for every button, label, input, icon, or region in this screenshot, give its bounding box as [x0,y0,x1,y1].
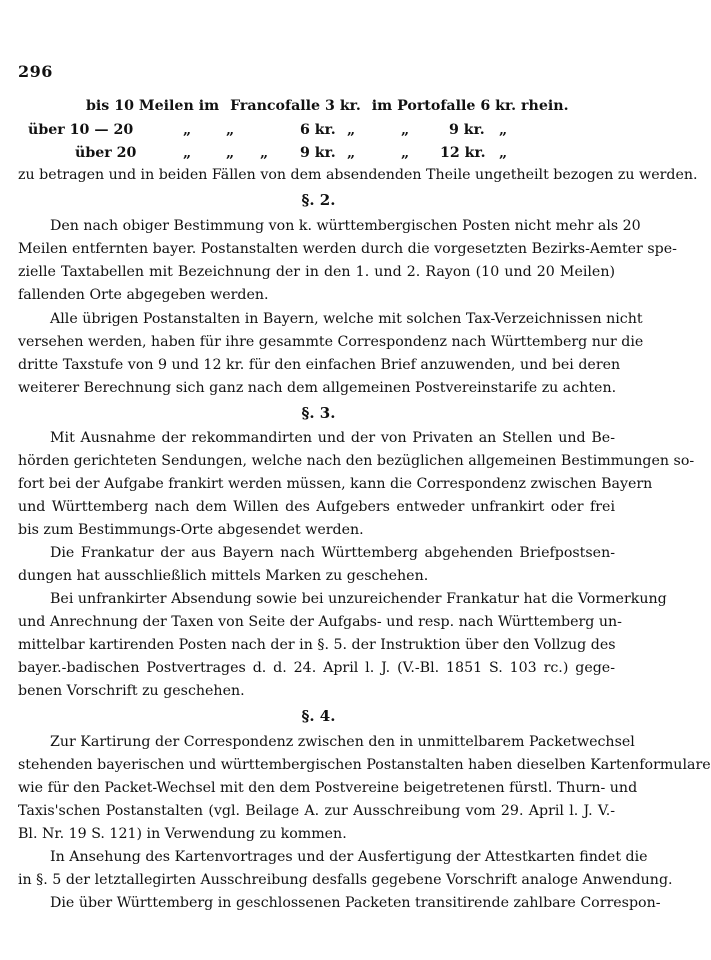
text-line: Die Frankatur der aus Bayern nach Württemberg abgehenden Briefpostsen- [50,545,615,561]
text-line: bayer.-badischen Postvertrages d. d. 24. April l. J. (V.-Bl. 1851 S. 103 rc.) gege- [18,660,615,676]
rate-row-3-label: über 20 [75,145,137,161]
page-number: 296 [18,62,53,81]
ditto-mark: „ [260,145,269,161]
ditto-mark: „ [226,145,235,161]
text-line: versehen werden, haben für ihre gesammte Correspondenz nach Württemberg nur die [18,334,644,350]
rate-row-2-porto: 9 kr. [449,122,485,138]
ditto-mark: „ [401,145,410,161]
text-line: wie für den Packet-Wechsel mit den dem Postvereine beigetretenen fürstl. Thurn- und [18,780,638,796]
text-line: In Ansehung des Kartenvortrages und der Ausfertigung der Attestkarten findet die [50,849,648,865]
ditto-mark: „ [183,122,192,138]
section-heading: §. 4. [301,707,336,725]
ditto-mark: „ [499,122,508,138]
rate-row-1 [86,97,569,115]
text-line: Bl. Nr. 19 S. 121) in Verwendung zu kommen. [18,826,347,842]
text-line: fort bei der Aufgabe frankirt werden müssen, kann die Correspondenz zwischen Bayern [18,476,653,492]
text-line: mittelbar kartirenden Posten nach der in §. 5. der Instruktion über den Vollzug des [18,637,616,653]
text-line: zu betragen und in beiden Fällen von dem absendenden Theile ungetheilt bezogen zu werden. [18,167,698,183]
ditto-mark: „ [226,122,235,138]
text-line: Alle übrigen Postanstalten in Bayern, welche mit solchen Tax-Verzeichnissen nicht [50,311,643,327]
text-line: Den nach obiger Bestimmung von k. württembergischen Posten nicht mehr als 20 [50,218,641,234]
text-line: Die über Württemberg in geschlossenen Packeten transitirende zahlbare Correspon- [50,895,661,911]
rate-row-1-porto: im Portofalle 6 kr. rhein. [371,98,569,114]
section-heading: §. 2. [301,191,336,209]
rate-row-2-franco: 6 kr. [300,122,336,138]
text-line: zielle Taxtabellen mit Bezeichnung der in den 1. und 2. Rayon (10 und 20 Meilen) [18,264,615,280]
ditto-mark: „ [347,122,356,138]
ditto-mark: „ [401,122,410,138]
text-line: fallenden Orte abgegeben werden. [18,287,269,303]
text-line: weiterer Berechnung sich ganz nach dem allgemeinen Postvereinstarife zu achten. [18,380,617,396]
text-line: in §. 5 der letztallegirten Ausschreibung desfalls gegebene Vorschrift analoge Anwendung. [18,872,673,888]
rate-row-2-label: über 10 — 20 [28,122,134,138]
ditto-mark: „ [347,145,356,161]
text-line: dritte Taxstufe von 9 und 12 kr. für den einfachen Brief anzuwenden, und bei deren [18,357,621,373]
text-line: benen Vorschrift zu geschehen. [18,683,245,699]
text-line: Zur Kartirung der Correspondenz zwischen den in unmittelbarem Packetwechsel [50,734,635,750]
text-line: bis zum Bestimmungs-Orte abgesendet werden. [18,522,364,538]
ditto-mark: „ [499,145,508,161]
text-line: hörden gerichteten Sendungen, welche nach den bezüglichen allgemeinen Bestimmungen so- [18,453,695,469]
rate-row-3-franco: 9 kr. [300,145,336,161]
text-line: Meilen entfernten bayer. Postanstalten werden durch die vorgesetzten Bezirks-Aemter spe- [18,241,677,257]
text-line: stehenden bayerischen und württembergischen Postanstalten haben dieselben Kartenformulare [18,757,711,773]
rate-row-1-franco: Francofalle 3 kr. [230,98,361,114]
text-line: dungen hat ausschließlich mittels Marken zu geschehen. [18,568,429,584]
text-line: und Anrechnung der Taxen von Seite der Aufgabs- und resp. nach Württemberg un- [18,614,622,630]
rate-row-1-label: bis 10 Meilen im [86,98,220,114]
rate-row-3-porto: 12 kr. [440,145,486,161]
section-heading: §. 3. [301,404,336,422]
ditto-mark: „ [183,145,192,161]
text-line: Mit Ausnahme der rekommandirten und der von Privaten an Stellen und Be- [50,430,615,446]
text-line: Taxis'schen Postanstalten (vgl. Beilage A. zur Ausschreibung vom 29. April l. J. V.- [18,803,615,819]
text-line: Bei unfrankirter Absendung sowie bei unzureichender Frankatur hat die Vormerkung [50,591,667,607]
text-line: und Württemberg nach dem Willen des Aufgebers entweder unfrankirt oder frei [18,499,615,515]
